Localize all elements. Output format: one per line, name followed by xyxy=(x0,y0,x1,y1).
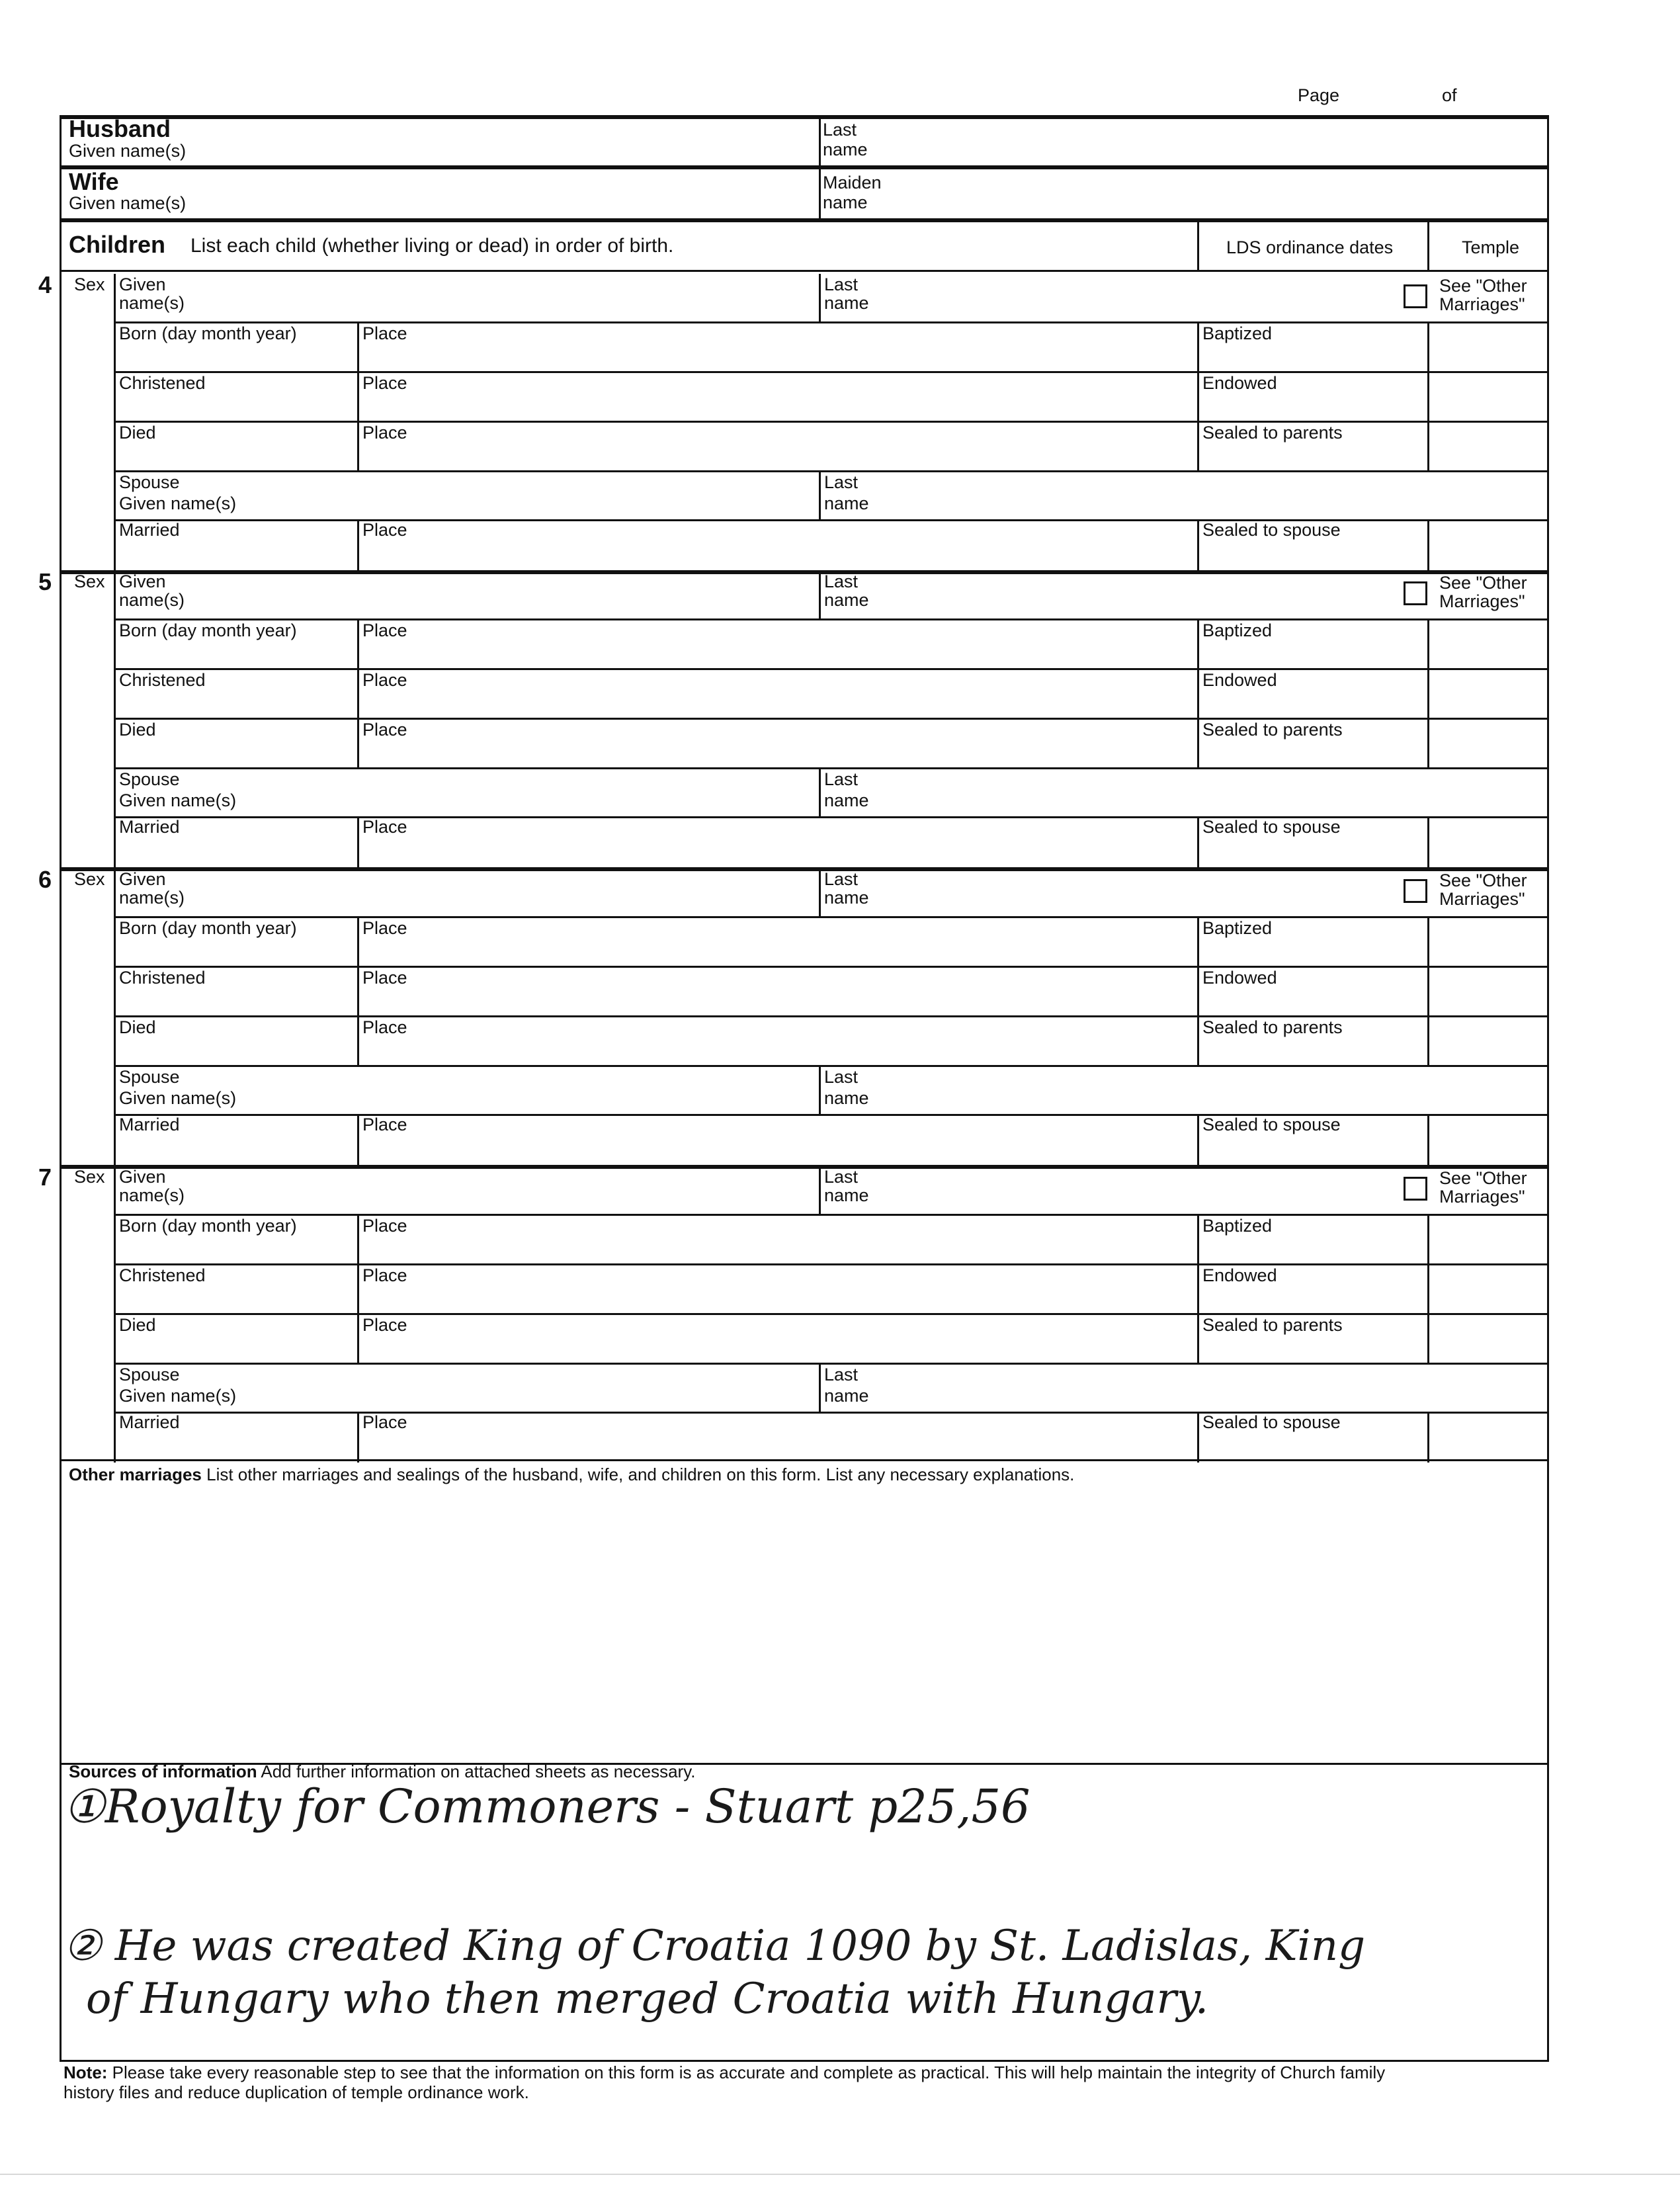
died-label: Died xyxy=(119,720,156,740)
children-title: Children xyxy=(69,231,166,258)
divider xyxy=(1427,321,1429,470)
child-number: 7 xyxy=(38,1164,52,1191)
endowed-label: Endowed xyxy=(1202,670,1277,690)
given-label: Given xyxy=(119,275,166,294)
other-marriages-title: Other marriages xyxy=(69,1465,202,1484)
divider xyxy=(357,1214,359,1363)
other-marriages-section xyxy=(69,1465,1074,1485)
divider xyxy=(819,1363,821,1412)
divider xyxy=(60,218,1547,222)
born-label: Born (day month year) xyxy=(119,323,297,343)
divider xyxy=(114,1263,1547,1265)
husband-given-label: Given name(s) xyxy=(69,141,187,161)
other-marriages-field[interactable] xyxy=(69,1488,1537,1753)
divider xyxy=(1427,1214,1429,1363)
place-label: Place xyxy=(362,520,407,540)
handwritten-source-3: of Hungary who then merged Croatia with Hungary. xyxy=(86,1975,1209,2023)
husband-title: Husband xyxy=(69,115,171,142)
see-other-marriages-checkbox[interactable] xyxy=(1404,581,1427,605)
divider xyxy=(819,117,821,165)
see-other-marriages-checkbox[interactable] xyxy=(1404,1177,1427,1201)
died-label: Died xyxy=(119,1315,156,1335)
place-label: Place xyxy=(362,1412,407,1432)
divider xyxy=(114,1214,1547,1216)
divider xyxy=(1427,1412,1429,1463)
divider xyxy=(60,165,1547,169)
died-label: Died xyxy=(119,423,156,443)
divider xyxy=(1197,916,1199,1065)
note-line-1: Please take every reasonable step to see that the information on this form is as accurate and complete as practical. This will help maintain the integrity of Church family xyxy=(112,2063,1386,2082)
name-label: name xyxy=(824,293,869,313)
sources-title: Sources of information xyxy=(69,1762,257,1781)
divider xyxy=(819,169,821,218)
place-label: Place xyxy=(362,670,407,690)
divider xyxy=(114,371,1547,373)
sex-label: Sex xyxy=(74,869,105,889)
divider xyxy=(357,816,359,867)
divider xyxy=(114,571,116,867)
marriages-label: Marriages" xyxy=(1439,591,1525,611)
spouse-given-label: Given name(s) xyxy=(119,1386,237,1406)
last-label: Last xyxy=(824,869,859,889)
baptized-label: Baptized xyxy=(1202,323,1273,343)
sex-label: Sex xyxy=(74,572,105,591)
divider xyxy=(114,274,116,570)
spouse-given-label: Given name(s) xyxy=(119,1088,237,1108)
spouse-name-label: name xyxy=(824,790,869,810)
divider xyxy=(819,767,821,816)
sex-label: Sex xyxy=(74,1167,105,1187)
spouse-name-label: name xyxy=(824,493,869,513)
temple-header: Temple xyxy=(1462,237,1520,257)
sources-instruction: Add further information on attached sheets as necessary. xyxy=(261,1762,696,1781)
sealed-to-spouse-label: Sealed to spouse xyxy=(1202,520,1341,540)
last-label: Last xyxy=(824,572,859,591)
scan-edge xyxy=(0,2174,1680,2175)
divider xyxy=(357,916,359,1065)
spouse-label: Spouse xyxy=(119,472,180,492)
spouse-given-label: Given name(s) xyxy=(119,493,237,513)
divider xyxy=(1197,222,1199,270)
spouse-last-label: Last xyxy=(824,472,859,492)
christened-label: Christened xyxy=(119,670,206,690)
wife-maiden-label: Maiden xyxy=(823,173,882,192)
divider xyxy=(357,1412,359,1463)
divider xyxy=(114,1166,116,1463)
given-label: Given xyxy=(119,869,166,889)
place-label: Place xyxy=(362,373,407,393)
spouse-name-label: name xyxy=(824,1088,869,1108)
divider xyxy=(357,321,359,470)
place-label: Place xyxy=(362,1315,407,1335)
last-label: Last xyxy=(824,1167,859,1187)
child-number: 6 xyxy=(38,866,52,893)
endowed-label: Endowed xyxy=(1202,1265,1277,1285)
place-label: Place xyxy=(362,423,407,443)
divider xyxy=(114,321,1547,323)
marriages-label: Marriages" xyxy=(1439,294,1525,314)
divider xyxy=(819,470,821,519)
marriages-label: Marriages" xyxy=(1439,889,1525,909)
christened-label: Christened xyxy=(119,1265,206,1285)
husband-last-label: Last xyxy=(823,120,857,140)
divider xyxy=(114,869,116,1165)
divider xyxy=(60,867,1547,871)
divider xyxy=(1427,618,1429,767)
sealed-parents-label: Sealed to parents xyxy=(1202,1017,1343,1037)
divider xyxy=(357,618,359,767)
given-label: Given xyxy=(119,572,166,591)
born-label: Born (day month year) xyxy=(119,918,297,938)
married-label: Married xyxy=(119,1412,180,1432)
name-s-label: name(s) xyxy=(119,293,185,313)
divider xyxy=(60,270,1547,272)
handwritten-source-2: ② He was created King of Croatia 1090 by St. Ladislas, King xyxy=(63,1922,1366,1971)
divider xyxy=(1197,1114,1199,1165)
wife-title: Wife xyxy=(69,168,119,195)
divider xyxy=(114,916,1547,918)
child-number: 4 xyxy=(38,271,52,298)
sealed-parents-label: Sealed to parents xyxy=(1202,720,1343,740)
married-label: Married xyxy=(119,817,180,837)
given-label: Given xyxy=(119,1167,166,1187)
spouse-last-label: Last xyxy=(824,769,859,789)
divider xyxy=(1427,816,1429,867)
sealed-parents-label: Sealed to parents xyxy=(1202,1315,1343,1335)
place-label: Place xyxy=(362,1216,407,1236)
of-label: of xyxy=(1442,85,1457,105)
name-s-label: name(s) xyxy=(119,888,185,908)
spouse-last-label: Last xyxy=(824,1067,859,1087)
see-other-marriages-checkbox[interactable] xyxy=(1404,284,1427,308)
place-label: Place xyxy=(362,1017,407,1037)
spouse-label: Spouse xyxy=(119,769,180,789)
married-label: Married xyxy=(119,520,180,540)
divider xyxy=(357,1114,359,1165)
born-label: Born (day month year) xyxy=(119,1216,297,1236)
place-label: Place xyxy=(362,918,407,938)
last-label: Last xyxy=(824,275,859,294)
divider xyxy=(819,571,821,618)
see-other-marriages-checkbox[interactable] xyxy=(1404,879,1427,903)
divider xyxy=(1197,1412,1199,1463)
divider xyxy=(1197,816,1199,867)
see-other-label: See "Other xyxy=(1439,573,1527,593)
sealed-to-spouse-label: Sealed to spouse xyxy=(1202,1412,1341,1432)
baptized-label: Baptized xyxy=(1202,918,1273,938)
husband-name-label: name xyxy=(823,140,868,159)
born-label: Born (day month year) xyxy=(119,620,297,640)
footer-note xyxy=(63,2063,1545,2102)
name-label: name xyxy=(824,888,869,908)
page-label: Page xyxy=(1298,85,1340,105)
divider xyxy=(114,618,1547,620)
divider xyxy=(819,869,821,916)
see-other-label: See "Other xyxy=(1439,276,1527,296)
place-label: Place xyxy=(362,968,407,988)
lds-ordinance-dates-header: LDS ordinance dates xyxy=(1226,237,1394,257)
spouse-given-label: Given name(s) xyxy=(119,790,237,810)
divider xyxy=(819,274,821,321)
place-label: Place xyxy=(362,323,407,343)
baptized-label: Baptized xyxy=(1202,1216,1273,1236)
divider xyxy=(1197,1214,1199,1363)
endowed-label: Endowed xyxy=(1202,373,1277,393)
divider xyxy=(1197,321,1199,470)
see-other-label: See "Other xyxy=(1439,1168,1527,1188)
marriages-label: Marriages" xyxy=(1439,1187,1525,1207)
sealed-to-spouse-label: Sealed to spouse xyxy=(1202,1115,1341,1134)
note-line-2: history files and reduce duplication of temple ordinance work. xyxy=(63,2082,529,2102)
divider xyxy=(1197,618,1199,767)
note-title: Note: xyxy=(63,2063,108,2082)
baptized-label: Baptized xyxy=(1202,620,1273,640)
spouse-name-label: name xyxy=(824,1386,869,1406)
name-label: name xyxy=(824,590,869,610)
wife-given-label: Given name(s) xyxy=(69,193,187,213)
divider xyxy=(60,1165,1547,1169)
divider xyxy=(357,519,359,570)
divider xyxy=(1427,1114,1429,1165)
divider xyxy=(819,1065,821,1114)
place-label: Place xyxy=(362,620,407,640)
divider xyxy=(1427,519,1429,570)
see-other-label: See "Other xyxy=(1439,871,1527,890)
place-label: Place xyxy=(362,720,407,740)
spouse-label: Spouse xyxy=(119,1067,180,1087)
divider xyxy=(819,1166,821,1214)
divider xyxy=(1427,222,1429,270)
name-s-label: name(s) xyxy=(119,590,185,610)
divider xyxy=(1427,916,1429,1065)
divider xyxy=(1197,519,1199,570)
name-label: name xyxy=(824,1185,869,1205)
married-label: Married xyxy=(119,1115,180,1134)
spouse-last-label: Last xyxy=(824,1365,859,1384)
endowed-label: Endowed xyxy=(1202,968,1277,988)
child-number: 5 xyxy=(38,568,52,595)
died-label: Died xyxy=(119,1017,156,1037)
divider xyxy=(60,570,1547,574)
other-marriages-instruction: List other marriages and sealings of the husband, wife, and children on this form. List any necessary explanations. xyxy=(206,1465,1075,1484)
sex-label: Sex xyxy=(74,275,105,294)
christened-label: Christened xyxy=(119,968,206,988)
sealed-to-spouse-label: Sealed to spouse xyxy=(1202,817,1341,837)
place-label: Place xyxy=(362,817,407,837)
children-instruction: List each child (whether living or dead) in order of birth. xyxy=(190,235,674,257)
place-label: Place xyxy=(362,1115,407,1134)
sealed-parents-label: Sealed to parents xyxy=(1202,423,1343,443)
name-s-label: name(s) xyxy=(119,1185,185,1205)
spouse-label: Spouse xyxy=(119,1365,180,1384)
place-label: Place xyxy=(362,1265,407,1285)
christened-label: Christened xyxy=(119,373,206,393)
wife-name-label: name xyxy=(823,192,868,212)
handwritten-source-1: ①Royalty for Commoners - Stuart p25,56 xyxy=(63,1779,1030,1834)
divider xyxy=(60,1459,1547,1461)
divider xyxy=(114,668,1547,670)
divider xyxy=(114,966,1547,968)
